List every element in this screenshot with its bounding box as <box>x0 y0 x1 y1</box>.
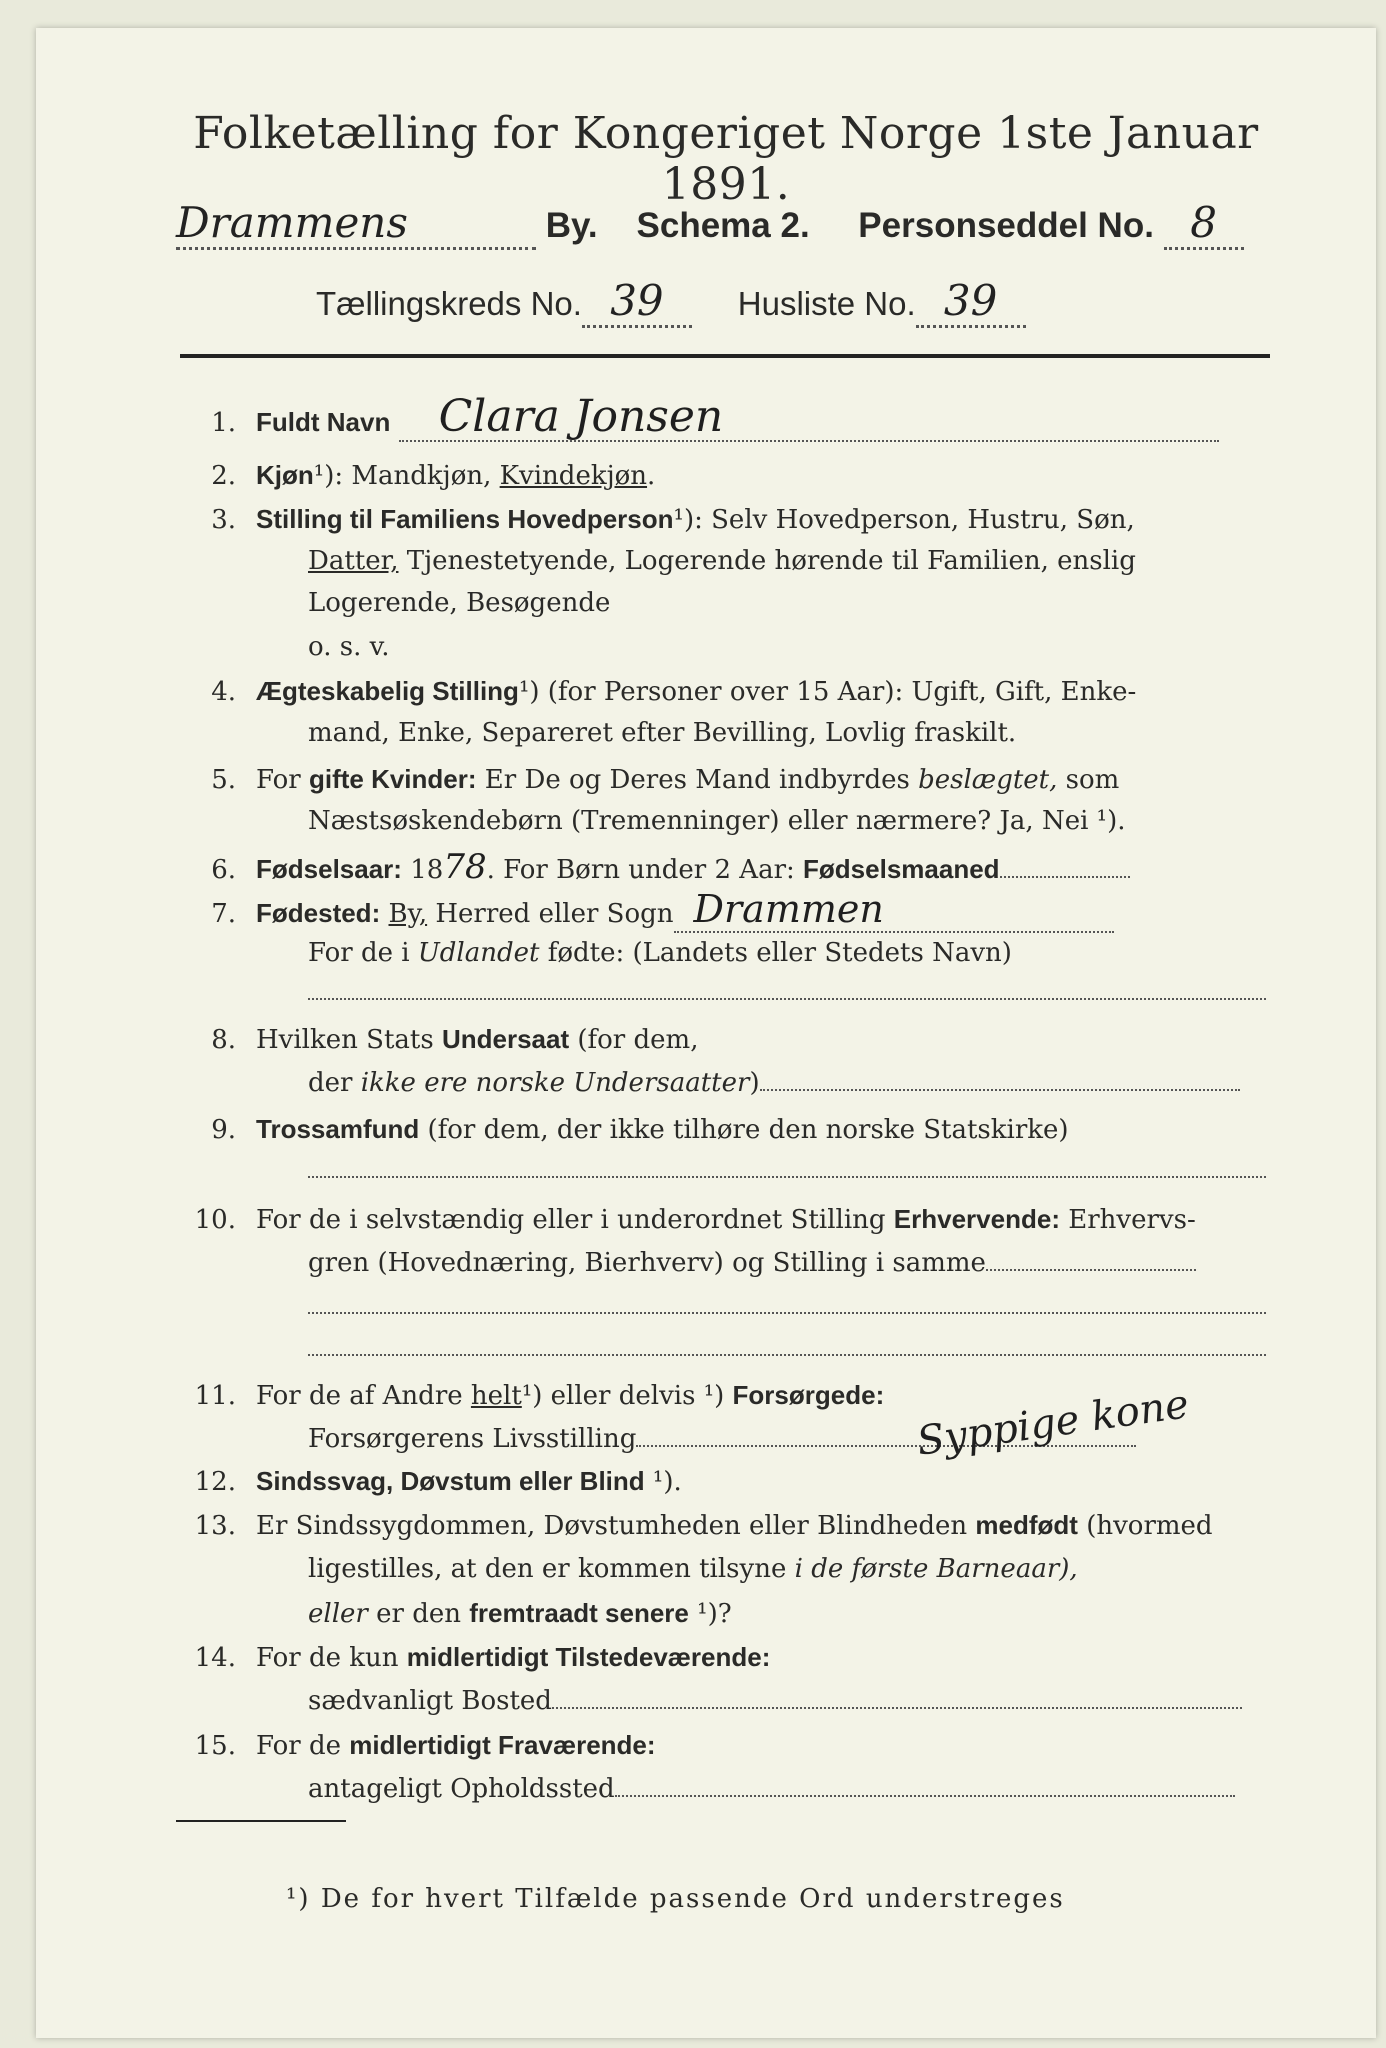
item-15-line-2 <box>308 1772 1235 1806</box>
item-text: Er Sindssygdommen, Døvstumheden eller Blindheden <box>256 1511 976 1541</box>
item-text: sædvanligt Bosted <box>308 1686 552 1716</box>
item-text: som <box>1057 765 1120 795</box>
item-number: 6. <box>211 855 236 885</box>
item-text: ligestilles, at den er kommen tilsyne <box>308 1554 795 1584</box>
header-line-schema <box>176 198 1296 250</box>
item-label: Fødselsmaaned <box>803 854 1000 884</box>
item-label: Fødselsaar: <box>256 854 402 884</box>
item-text-italic: eller <box>308 1599 368 1629</box>
year-prefix: 18 <box>401 855 444 885</box>
item-label: Trossamfund <box>256 1114 420 1144</box>
item-13-line-3 <box>308 1596 732 1631</box>
nationality-answer-line <box>760 1089 1240 1091</box>
item-6 <box>176 847 1130 887</box>
item-5-line-2: Næstsøskendebørn (Tremenninger) eller nærmere? Ja, Nei ¹). <box>308 806 1126 836</box>
residence-answer-line <box>552 1707 1242 1709</box>
item-11 <box>176 1378 884 1413</box>
hl-label: Husliste No. <box>737 285 916 322</box>
footnote-divider <box>176 1820 346 1822</box>
item-text: Hvilken Stats <box>256 1025 442 1055</box>
provider-answer-line <box>636 1445 1136 1447</box>
item-number: 8. <box>211 1025 236 1055</box>
item-text: (hvormed <box>1077 1511 1213 1541</box>
item-13 <box>176 1508 1213 1543</box>
item-14 <box>176 1640 770 1675</box>
item-text: ¹). <box>644 1467 682 1497</box>
item-7-line-2 <box>308 936 1012 970</box>
item-2 <box>176 458 655 493</box>
item-label: medfødt <box>975 1510 1078 1540</box>
city-handwritten: Drammens <box>176 198 536 250</box>
item-text: Herred eller Sogn <box>427 899 674 929</box>
by-label: By. <box>545 206 598 245</box>
underlined-choice: helt <box>470 1381 522 1411</box>
item-text: For <box>256 765 309 795</box>
item-12 <box>176 1464 682 1499</box>
item-number: 9. <box>211 1115 236 1145</box>
item-text: For de <box>256 1731 350 1761</box>
item-label: gifte Kvinder: <box>308 764 477 794</box>
form-title: Folketælling for Kongeriget Norge 1ste Januar 1891. <box>193 108 1259 210</box>
item-8-line-2 <box>308 1066 1240 1100</box>
item-text: . <box>647 461 656 491</box>
item-text-italic: ikke ere norske Undersaatter <box>360 1068 750 1098</box>
item-3-line-3: Logerende, Besøgende <box>308 588 611 618</box>
item-10-blank-line-2 <box>308 1354 1266 1356</box>
item-label: Forsørgede: <box>732 1380 885 1410</box>
item-7 <box>176 887 1114 933</box>
provider-handwritten: Syppige kone <box>914 1381 1192 1465</box>
item-text: (for dem, der ikke tilhøre den norske Statskirke) <box>419 1115 1069 1145</box>
item-13-line-2 <box>308 1552 1078 1586</box>
item-14-line-2 <box>308 1684 1242 1718</box>
item-text: antageligt Opholdssted <box>308 1774 615 1804</box>
item-number: 1. <box>211 408 236 438</box>
tk-number: 39 <box>582 276 692 328</box>
item-10-blank-line-1 <box>308 1312 1266 1314</box>
item-label: Erhvervende: <box>893 1204 1060 1234</box>
item-label: Ægteskabelig Stilling <box>256 676 519 706</box>
item-text-italic: beslægtet, <box>918 765 1058 795</box>
item-number: 10. <box>194 1205 236 1235</box>
item-number: 4. <box>211 677 236 707</box>
item-label: Stilling til Familiens Hovedperson <box>256 504 674 534</box>
item-number: 11. <box>194 1381 236 1411</box>
item-5 <box>176 762 1119 797</box>
item-text: ¹)? <box>688 1599 732 1629</box>
name-answer-line <box>399 391 1219 442</box>
item-text: ) <box>749 1068 760 1098</box>
item-number: 2. <box>211 461 236 491</box>
item-3-line-2 <box>308 544 1136 578</box>
schema-label: Schema 2. <box>636 206 810 245</box>
item-text: For de af Andre <box>256 1381 471 1411</box>
item-number: 13. <box>194 1511 236 1541</box>
footnote-marker: ¹) <box>518 677 540 707</box>
item-text: : Mandkjøn, <box>334 461 500 491</box>
item-number: 12. <box>194 1467 236 1497</box>
personseddel-number: 8 <box>1164 198 1244 250</box>
item-text: eller delvis ¹) <box>542 1381 733 1411</box>
item-9 <box>176 1112 1069 1147</box>
item-text: Er De og Deres Mand indbyrdes <box>476 765 919 795</box>
item-text: Erhvervs- <box>1059 1205 1196 1235</box>
item-4 <box>176 674 1136 709</box>
item-text: er den <box>367 1599 470 1629</box>
item-label: Kjøn <box>256 460 314 490</box>
item-label: Fødested: <box>256 898 381 928</box>
item-1 <box>176 391 1219 442</box>
personseddel-label: Personseddel No. <box>858 206 1154 245</box>
item-8 <box>176 1022 698 1057</box>
item-3 <box>176 502 1135 537</box>
footnote-marker: ¹) <box>673 505 695 535</box>
item-label: fremtraadt senere <box>469 1598 689 1628</box>
item-text: (for dem, <box>569 1025 699 1055</box>
item-text: (for Personer over 15 Aar): Ugift, Gift, Enke- <box>539 677 1137 707</box>
footnote-marker: ¹) <box>521 1381 543 1411</box>
header-line-kreds <box>316 276 1216 328</box>
item-text: For de i selvstændig eller i underordnet Stilling <box>256 1205 894 1235</box>
header-divider <box>180 354 1270 358</box>
item-text: gren (Hovednæring, Bierhverv) og Stilling i samme <box>308 1248 986 1278</box>
underlined-choice: Kvindekjøn <box>499 461 648 491</box>
item-text: . For Børn under 2 Aar: <box>486 855 804 885</box>
item-label: Undersaat <box>441 1024 570 1054</box>
item-3-line-4: o. s. v. <box>308 632 390 662</box>
item-text: der <box>308 1068 361 1098</box>
hl-number: 39 <box>916 276 1026 328</box>
tk-label: Tællingskreds No. <box>316 285 582 322</box>
item-number: 15. <box>194 1731 236 1761</box>
occupation-answer-line <box>986 1269 1196 1271</box>
item-text: fødte: (Landets eller Stedets Navn) <box>539 938 1012 968</box>
item-label: midlertidigt Tilstedeværende: <box>406 1642 771 1672</box>
year-handwritten: 78 <box>443 847 487 887</box>
census-form-sheet <box>36 28 1376 2038</box>
item-number: 14. <box>194 1643 236 1673</box>
item-text: Forsørgerens Livsstilling <box>308 1424 637 1454</box>
item-label: midlertidigt Fraværende: <box>349 1730 656 1760</box>
stay-answer-line <box>615 1795 1235 1797</box>
footnote-marker: ¹) <box>313 461 335 491</box>
item-4-line-2: mand, Enke, Separeret efter Bevilling, Lovlig fraskilt. <box>308 718 1017 748</box>
underlined-choice: By, <box>388 899 428 929</box>
item-number: 3. <box>211 505 236 535</box>
item-text: For de i <box>308 938 418 968</box>
item-number: 7. <box>211 899 236 929</box>
item-10 <box>176 1202 1196 1237</box>
item-15 <box>176 1728 656 1763</box>
item-10-line-2 <box>308 1246 1196 1280</box>
item-text-italic: Udlandet <box>417 938 540 968</box>
item-text: Tjenestetyende, Logerende hørende til Familien, enslig <box>398 546 1136 576</box>
item-text: : Selv Hovedperson, Hustru, Søn, <box>694 505 1135 535</box>
item-text-italic: i de første Barneaar), <box>794 1554 1078 1584</box>
month-answer-line <box>1000 876 1130 878</box>
item-text: For de kun <box>256 1643 407 1673</box>
item-label: Sindssvag, Døvstum eller Blind <box>256 1466 645 1496</box>
underlined-choice: Datter, <box>308 546 399 576</box>
item-label: Fuldt Navn <box>256 407 391 437</box>
name-handwritten: Clara Jonsen <box>438 391 724 442</box>
item-number: 5. <box>211 765 236 795</box>
footnote: ¹) De for hvert Tilfælde passende Ord understreges <box>286 1884 1065 1914</box>
item-9-blank-line <box>308 1176 1266 1178</box>
birthplace-handwritten: Drammen <box>693 887 884 931</box>
item-7-blank-line <box>308 998 1266 1000</box>
birthplace-answer-line <box>674 887 1114 933</box>
